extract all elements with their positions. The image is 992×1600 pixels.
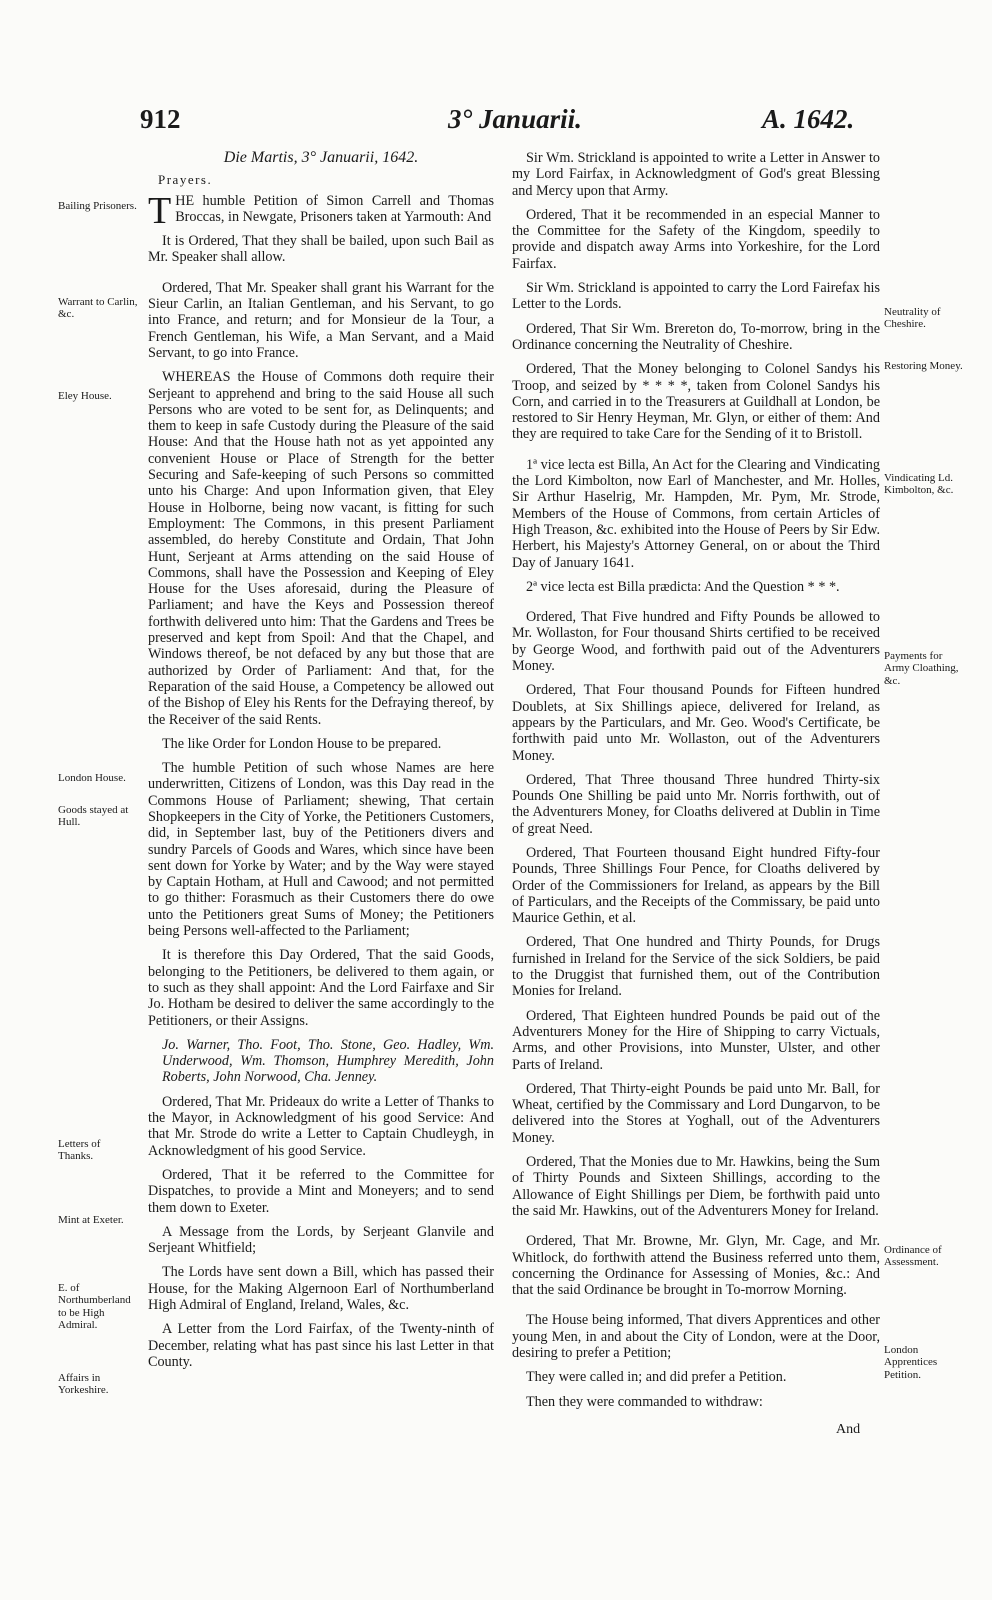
margin-note: Vindicating Ld. Kimbolton, &c.: [884, 472, 954, 497]
paragraph: Ordered, That Mr. Browne, Mr. Glyn, Mr. Cage, and Mr. Whitlock, do forthwith attend the Business referred unto them, concerning the Ordinance for Assessing of Monies, &c.: And that the said Ordinance be brought in To-morrow Morning.: [512, 1233, 880, 1299]
paragraph: The like Order for London House to be prepared.: [162, 735, 442, 752]
prayers-heading: Prayers.: [158, 172, 213, 188]
paragraph: Ordered, That One hundred and Thirty Pounds, for Drugs furnished in Ireland for the Service of the sick Soldiers, be paid to the Druggist that furnished them, out of the Contribution Monies for Ireland.: [512, 934, 880, 1000]
paragraph: Ordered, That Mr. Speaker shall grant his Warrant for the Sieur Carlin, an Italian Gentleman, and his Servant, to go into France, and return; and for Monsieur de la Tour, a French Gentleman, his Wife, a Man Servant, and a Maid Servant, to go into France.: [148, 279, 494, 361]
paragraph: 2ª vice lecta est Billa prædicta: And the Question * * *.: [526, 578, 840, 595]
margin-note: Mint at Exeter.: [58, 1214, 124, 1226]
margin-note: Ordinance of Assessment.: [884, 1244, 942, 1269]
margin-note: Bailing Prisoners.: [58, 200, 137, 212]
paragraph: Then they were commanded to withdraw:: [526, 1393, 763, 1410]
signatories: Jo. Warner, Tho. Foot, Tho. Stone, Geo. Hadley, Wm. Underwood, Wm. Thomson, Humphrey Meredith, John Roberts, John Norwood, Cha. Jenney.: [162, 1036, 494, 1086]
paragraph: Ordered, That Three thousand Three hundred Thirty-six Pounds One Shilling be paid unto Mr. Norris forthwith, out of the Adventurers Money, for Cloaths delivered at Dublin in Time of great Need.: [512, 771, 880, 837]
margin-note: Payments for Army Cloathing, &c.: [884, 650, 959, 687]
margin-note: Goods stayed at Hull.: [58, 804, 129, 829]
margin-note: Affairs in Yorkeshire.: [58, 1372, 109, 1397]
paragraph: 1ª vice lecta est Billa, An Act for the Clearing and Vindicating the Lord Kimbolton, now Earl of Manchester, and Mr. Holles, Sir Arthur Haselrig, Mr. Hampden, Mr. Pym, Mr. Strode, Members of the House of Commons, from certain Articles of High Treason, &c. exhibited into the House of Peers by Sir Edw. Herbert, his Majesty's Attorney General, on or about the Third Day of January 1641.: [512, 456, 880, 571]
paragraph: Ordered, That Eighteen hundred Pounds be paid out of the Adventurers Money for the Hire of Shipping to carry Victuals, Arms, and other Provisions, into Munster, Ulster, and other Parts of Ireland.: [512, 1007, 880, 1073]
paragraph: It is therefore this Day Ordered, That the said Goods, belonging to the Petitioners, be delivered to them again, or to such as they shall appoint: And the Lord Fairfaxe and Sir Jo. Hotham be desired to deliver the same accordingly to the Petitioners, or their Assigns.: [148, 947, 494, 1029]
paragraph: Ordered, That it be recommended in an especial Manner to the Committee for the Safety of the Kingdom, speedily to provide and dispatch away Arms into Yorkeshire, for the Lord Fairfax.: [512, 206, 880, 272]
paragraph: WHEREAS the House of Commons doth require their Serjeant to apprehend and bring to the said House all such Persons who are voted to be sent for, as Delinquents; and them to keep in safe Custody during the Pleasure of the said House: And that the House hath not as yet appointed any convenient House or Place of Strength for the better Securing and Safe-keeping of such Persons so committed unto his Charge: And upon Information given, that Eley House in Holborne, being now vacant, is fitting for such Employment: The Commons, in this present Parliament assembled, do hereby Constitute and Ordain, That John Hunt, Serjeant at Arms attending on the said House of Commons, shall have the Possession and Keeping of Eley House for the Uses aforesaid, during the Pleasure of Parliament; and have the Keys and Possession thereof forthwith delivered unto him: That the Gardens and Trees be preserved and kept from Spoil: And that the Chapel, and Windows thereof, be not defaced by any but those that are authorized by Order of Parliament: And that, for the Reparation of the said House, a Competency be allowed out of the Bishop of Eley his Rents for the Defraying thereof, by the Receiver of the said Rents.: [148, 369, 494, 728]
drop-cap: T: [148, 189, 172, 232]
paragraph: Sir Wm. Strickland is appointed to carry the Lord Fairefax his Letter to the Lords.: [512, 280, 880, 313]
right-column: [512, 150, 880, 1418]
margin-note: Eley House.: [58, 390, 112, 402]
margin-note: E. of Northumberland to be High Admiral.: [58, 1282, 131, 1332]
margin-note: Letters of Thanks.: [58, 1138, 101, 1163]
paragraph: Ordered, That the Money belonging to Colonel Sandys his Troop, and seized by * * * *, taken from Colonel Sandys his Corn, and carried in to the Treasurers at Guildhall at London, be restored to Sir Henry Heyman, Mr. Glyn, or either of them: And they are required to take Care for the Sending of it to Bristoll.: [512, 361, 880, 443]
paragraph: It is Ordered, That they shall be bailed, upon such Bail as Mr. Speaker shall allow.: [148, 233, 494, 266]
paragraph: Ordered, That Four thousand Pounds for Fifteen hundred Doublets, at Six Shillings apiece, delivered for Ireland, as appears by the Particulars, and Mr. Geo. Wood's Certificate, be forthwith paid unto Mr. Wollaston, out of the Adventurers Money.: [512, 682, 880, 764]
paragraph: A Letter from the Lord Fairfax, of the Twenty-ninth of December, relating what has past since his last Letter in that County.: [148, 1321, 494, 1370]
paragraph-text: HE humble Petition of Simon Carrell and Thomas Broccas, in Newgate, Prisoners taken at Yarmouth: And: [175, 192, 494, 225]
margin-note: London House.: [58, 772, 126, 784]
running-year: A. 1642.: [762, 104, 855, 134]
paragraph: They were called in; and did prefer a Petition.: [526, 1369, 787, 1386]
left-column: [148, 150, 494, 1378]
paragraph: Sir Wm. Strickland is appointed to write a Letter in Answer to my Lord Fairfax, in Acknowledgment of God's great Blessing and Mercy upon that Army.: [512, 150, 880, 199]
catchword: And: [836, 1422, 861, 1437]
paragraph: A Message from the Lords, by Serjeant Glanvile and Serjeant Whitfield;: [148, 1223, 494, 1257]
paragraph: Ordered, That Mr. Prideaux do write a Letter of Thanks to the Mayor, in Acknowledgment of his good Service: And that Mr. Strode do write a Letter to Captain Chudleygh, in Acknowledgment of his good Service.: [148, 1093, 494, 1159]
margin-note: Neutrality of Cheshire.: [884, 306, 941, 331]
page-number: 912: [140, 104, 181, 134]
paragraph: Ordered, That Fourteen thousand Eight hundred Fifty-four Pounds, Three Shillings Four Pence, for Cloaths delivered by Order of the Commissioners for Ireland, as appears by the Bill of Particulars, and the Receipts of the Commissary, be paid unto Maurice Gethin, et al.: [512, 844, 880, 927]
paragraph: The humble Petition of such whose Names are here underwritten, Citizens of London, was this Day read in the Commons House of Parliament; shewing, That certain Shopkeepers in the City of Yorke, the Petitioners Customers, did, in September last, buy of the Petitioners divers and sundry Parcels of Goods and Wares, which since have been sent down for Yorke by Water; and by the Way were stayed by Captain Hotham, at Hull and Cawood; and not permitted to go thither: Forasmuch as their Customers there do owe unto the Petitioners great Sums of Money; the Petitioners being Persons well-affected to the Parliament;: [148, 760, 494, 940]
paragraph: The House being informed, That divers Apprentices and other young Men, in and about the City of London, were at the Door, desiring to prefer a Petition;: [512, 1312, 880, 1361]
day-heading: Die Martis, 3° Januarii, 1642.: [223, 149, 419, 166]
margin-note: Warrant to Carlin, &c.: [58, 296, 138, 321]
running-header: [0, 100, 992, 140]
paragraph: Ordered, That Sir Wm. Brereton do, To-morrow, bring in the Ordinance concerning the Neutrality of Cheshire.: [512, 320, 880, 353]
paragraph: Ordered, That the Monies due to Mr. Hawkins, being the Sum of Thirty Pounds and Sixteen Shillings, according to the Allowance of Eight Shillings per Diem, be forthwith paid unto the said Mr. Hawkins, out of the Adventurers Money for Ireland.: [512, 1154, 880, 1219]
paragraph: [148, 189, 494, 232]
paragraph: The Lords have sent down a Bill, which has passed their House, for the Making Algernoon Earl of Northumberland High Admiral of England, Ireland, Wales, &c.: [148, 1264, 494, 1313]
margin-note: London Apprentices Petition.: [884, 1344, 938, 1381]
paragraph: Ordered, That Thirty-eight Pounds be paid unto Mr. Ball, for Wheat, certified by the Commissary and Lord Dungarvon, to be delivered into the Stores at Yoghall, out of the Adventurers Money.: [512, 1080, 880, 1146]
paragraph: Ordered, That it be referred to the Committee for Dispatches, to provide a Mint and Moneyers; and to send them down to Exeter.: [148, 1166, 494, 1216]
margin-note: Restoring Money.: [884, 360, 963, 372]
paragraph: Ordered, That Five hundred and Fifty Pounds be allowed to Mr. Wollaston, for Four thousand Shirts certified to be received by George Wood, and forthwith paid out of the Adventurers Money.: [512, 609, 880, 675]
running-date: 3° Januarii.: [448, 104, 582, 134]
